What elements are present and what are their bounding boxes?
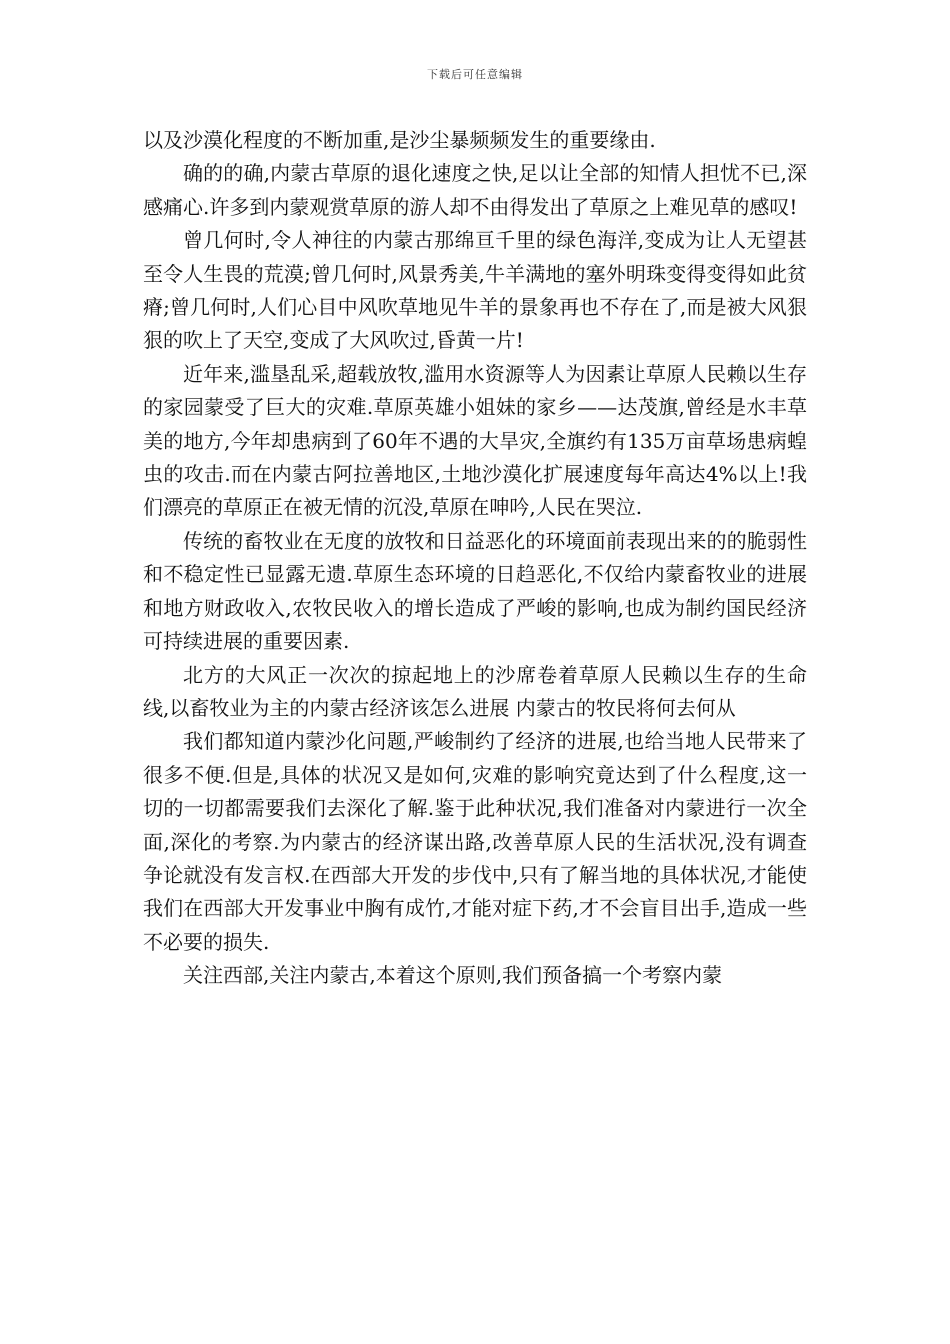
document-body <box>143 124 807 993</box>
paragraph-8: 关注西部,关注内蒙古,本着这个原则,我们预备搞一个考察内蒙 <box>183 963 723 988</box>
paragraph-3: 曾几何时,令人神往的内蒙古那绵亘千里的绿色海洋,变成为让人无望甚至令人生畏的荒漠;曾几何时,风景秀美,牛羊满地的塞外明珠变得变得如此贫瘠;曾几何时,人们心目中风吹草地见牛羊的景象再也不存在了,而是被大风狠狠的吹上了天空,变成了大风吹过,昏黄一片! <box>143 228 807 353</box>
paragraph-5: 传统的畜牧业在无度的放牧和日益恶化的环境面前表现出来的的脆弱性和不稳定性已显露无遗.草原生态环境的日趋恶化,不仅给内蒙畜牧业的进展和地方财政收入,农牧民收入的增长造成了严峻的影响,也成为制约国民经济可持续进展的重要因素. <box>143 528 807 654</box>
paragraph-2: 确的的确,内蒙古草原的退化速度之快,足以让全部的知情人担忧不已,深感痛心.许多到内蒙观赏草原的游人却不由得发出了草原之上难见草的感叹! <box>143 161 807 219</box>
page-header: 下载后可任意编辑 <box>427 68 523 81</box>
paragraph-4: 近年来,滥垦乱采,超载放牧,滥用水资源等人为因素让草原人民赖以生存的家园蒙受了巨大的灾难.草原英雄小姐妹的家乡——达茂旗,曾经是水丰草美的地方,今年却患病到了60年不遇的大旱灾,全旗约有135万亩草场患病蝗虫的攻击.而在内蒙古阿拉善地区,土地沙漠化扩展速度每年高达4%以上!我们漂亮的草原正在被无情的沉没,草原在呻吟,人民在哭泣. <box>143 361 807 520</box>
paragraph-7: 我们都知道内蒙沙化问题,严峻制约了经济的进展,也给当地人民带来了很多不便.但是,具体的状况又是如何,灾难的影响究竟达到了什么程度,这一切的一切都需要我们去深化了解.鉴于此种状况,我们准备对内蒙进行一次全面,深化的考察.为内蒙古的经济谋出路,改善草原人民的生活状况,没有调查争论就没有发言权.在西部大开发的步伐中,只有了解当地的具体状况,才能使我们在西部大开发事业中胸有成竹,才能对症下药,才不会盲目出手,造成一些不必要的损失. <box>143 729 807 954</box>
paragraph-6: 北方的大风正一次次的掠起地上的沙席卷着草原人民赖以生存的生命线,以畜牧业为主的内蒙古经济该怎么进展 内蒙古的牧民将何去何从 <box>143 662 807 720</box>
paragraph-1: 以及沙漠化程度的不断加重,是沙尘暴频频发生的重要缘由. <box>143 128 656 152</box>
